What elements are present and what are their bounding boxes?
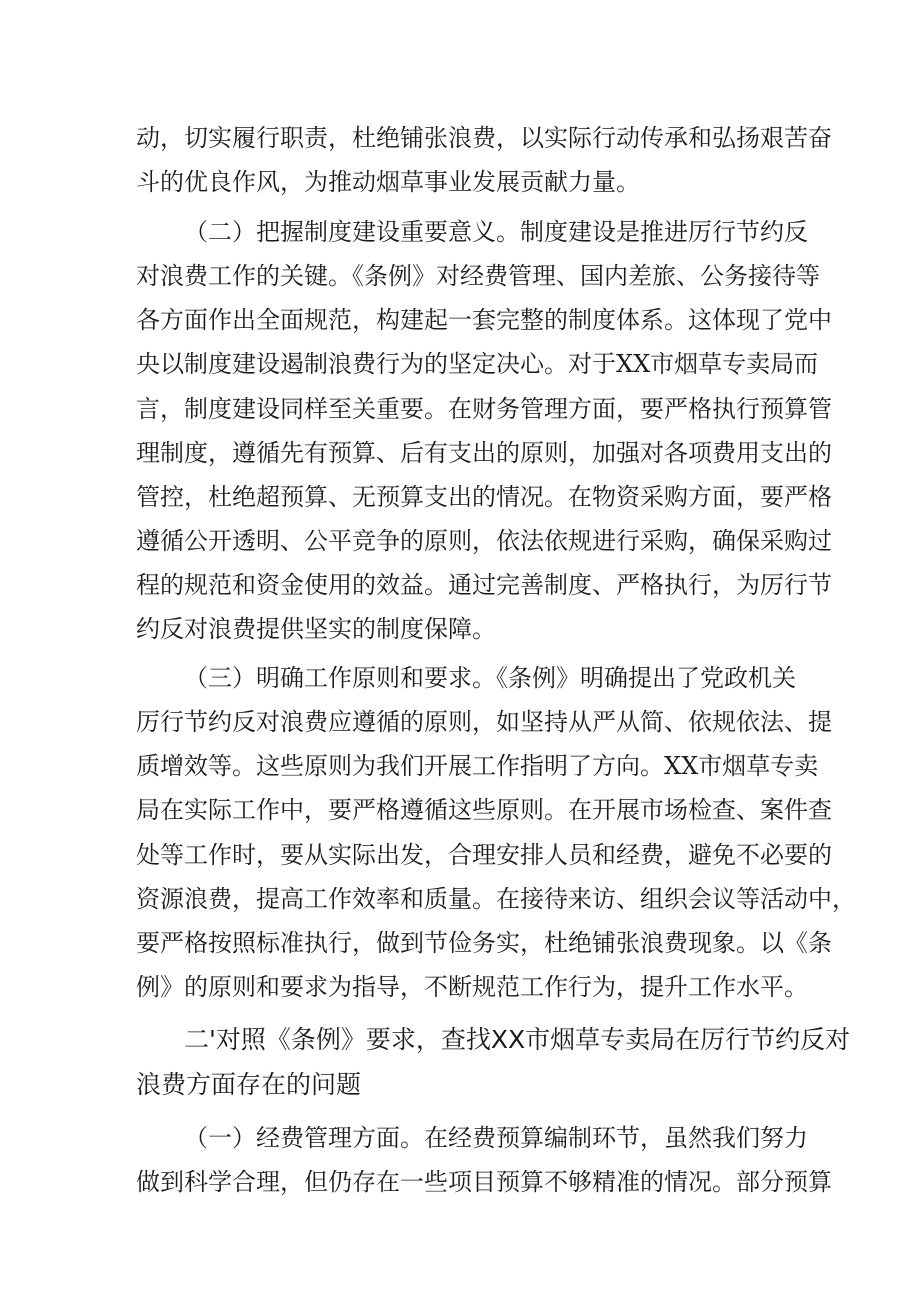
paragraph-line: 对浪费工作的关键。《条例》对经费管理、国内差旅、公务接待等 [136, 262, 820, 290]
paragraph-line: 资源浪费，提高工作效率和质量。在接待来访、组织会议等活动中， [136, 885, 856, 913]
paragraph-line: 例》的原则和要求为指导，不断规范工作行为，提升工作水平。 [136, 973, 808, 1001]
paragraph-line: 斗的优良作风，为推动烟草事业发展贡献力量。 [136, 168, 640, 196]
section-heading: 浪费方面存在的问题 [136, 1070, 362, 1099]
paragraph-line: 各方面作出全面规范，构建起一套完整的制度体系。这体现了党中 [136, 306, 832, 334]
paragraph-line: （一）经费管理方面。在经费预算编制环节，虽然我们努力 [184, 1124, 808, 1152]
paragraph-line: 质增效等。这些原则为我们开展工作指明了方向。XX市烟草专卖 [136, 752, 819, 780]
paragraph-line: （三）明确工作原则和要求。《条例》明确提出了党政机关 [184, 664, 796, 692]
paragraph-line: 处等工作时，要从实际出发，合理安排人员和经费，避免不必要的 [136, 841, 832, 869]
paragraph-line: 要严格按照标准执行，做到节俭务实，杜绝铺张浪费现象。以《条 [136, 929, 832, 957]
paragraph-line: 约反对浪费提供坚实的制度保障。 [136, 615, 496, 643]
paragraph-line: 做到科学合理，但仍存在一些项目预算不够精准的情况。部分预算 [136, 1168, 832, 1196]
paragraph-line: 管控，杜绝超预算、无预算支出的情况。在物资采购方面，要严格 [136, 483, 832, 511]
paragraph-line: 局在实际工作中，要严格遵循这些原则。在开展市场检查、案件查 [136, 796, 832, 824]
paragraph-line: 厉行节约反对浪费应遵循的原则，如坚持从严从简、依规依法、提 [136, 708, 832, 736]
paragraph-line: 言，制度建设同样至关重要。在财务管理方面，要严格执行预算管 [136, 395, 832, 423]
paragraph-line: 动，切实履行职责，杜绝铺张浪费，以实际行动传承和弘扬艰苦奋 [136, 124, 832, 152]
paragraph-line: （二）把握制度建设重要意义。制度建设是推进厉行节约反 [184, 218, 808, 246]
section-heading: 二'对照《条例》要求，查找XX市烟草专卖局在厉行节约反对 [184, 1025, 851, 1054]
paragraph-line: 遵循公开透明、公平竞争的原则，依法依规进行采购，确保采购过 [136, 527, 832, 555]
paragraph-line: 理制度，遵循先有预算、后有支出的原则，加强对各项费用支出的 [136, 439, 832, 467]
paragraph-line: 程的规范和资金使用的效益。通过完善制度、严格执行，为厉行节 [136, 571, 832, 599]
paragraph-line: 央以制度建设遏制浪费行为的坚定决心。对于XX市烟草专卖局而 [136, 350, 819, 378]
